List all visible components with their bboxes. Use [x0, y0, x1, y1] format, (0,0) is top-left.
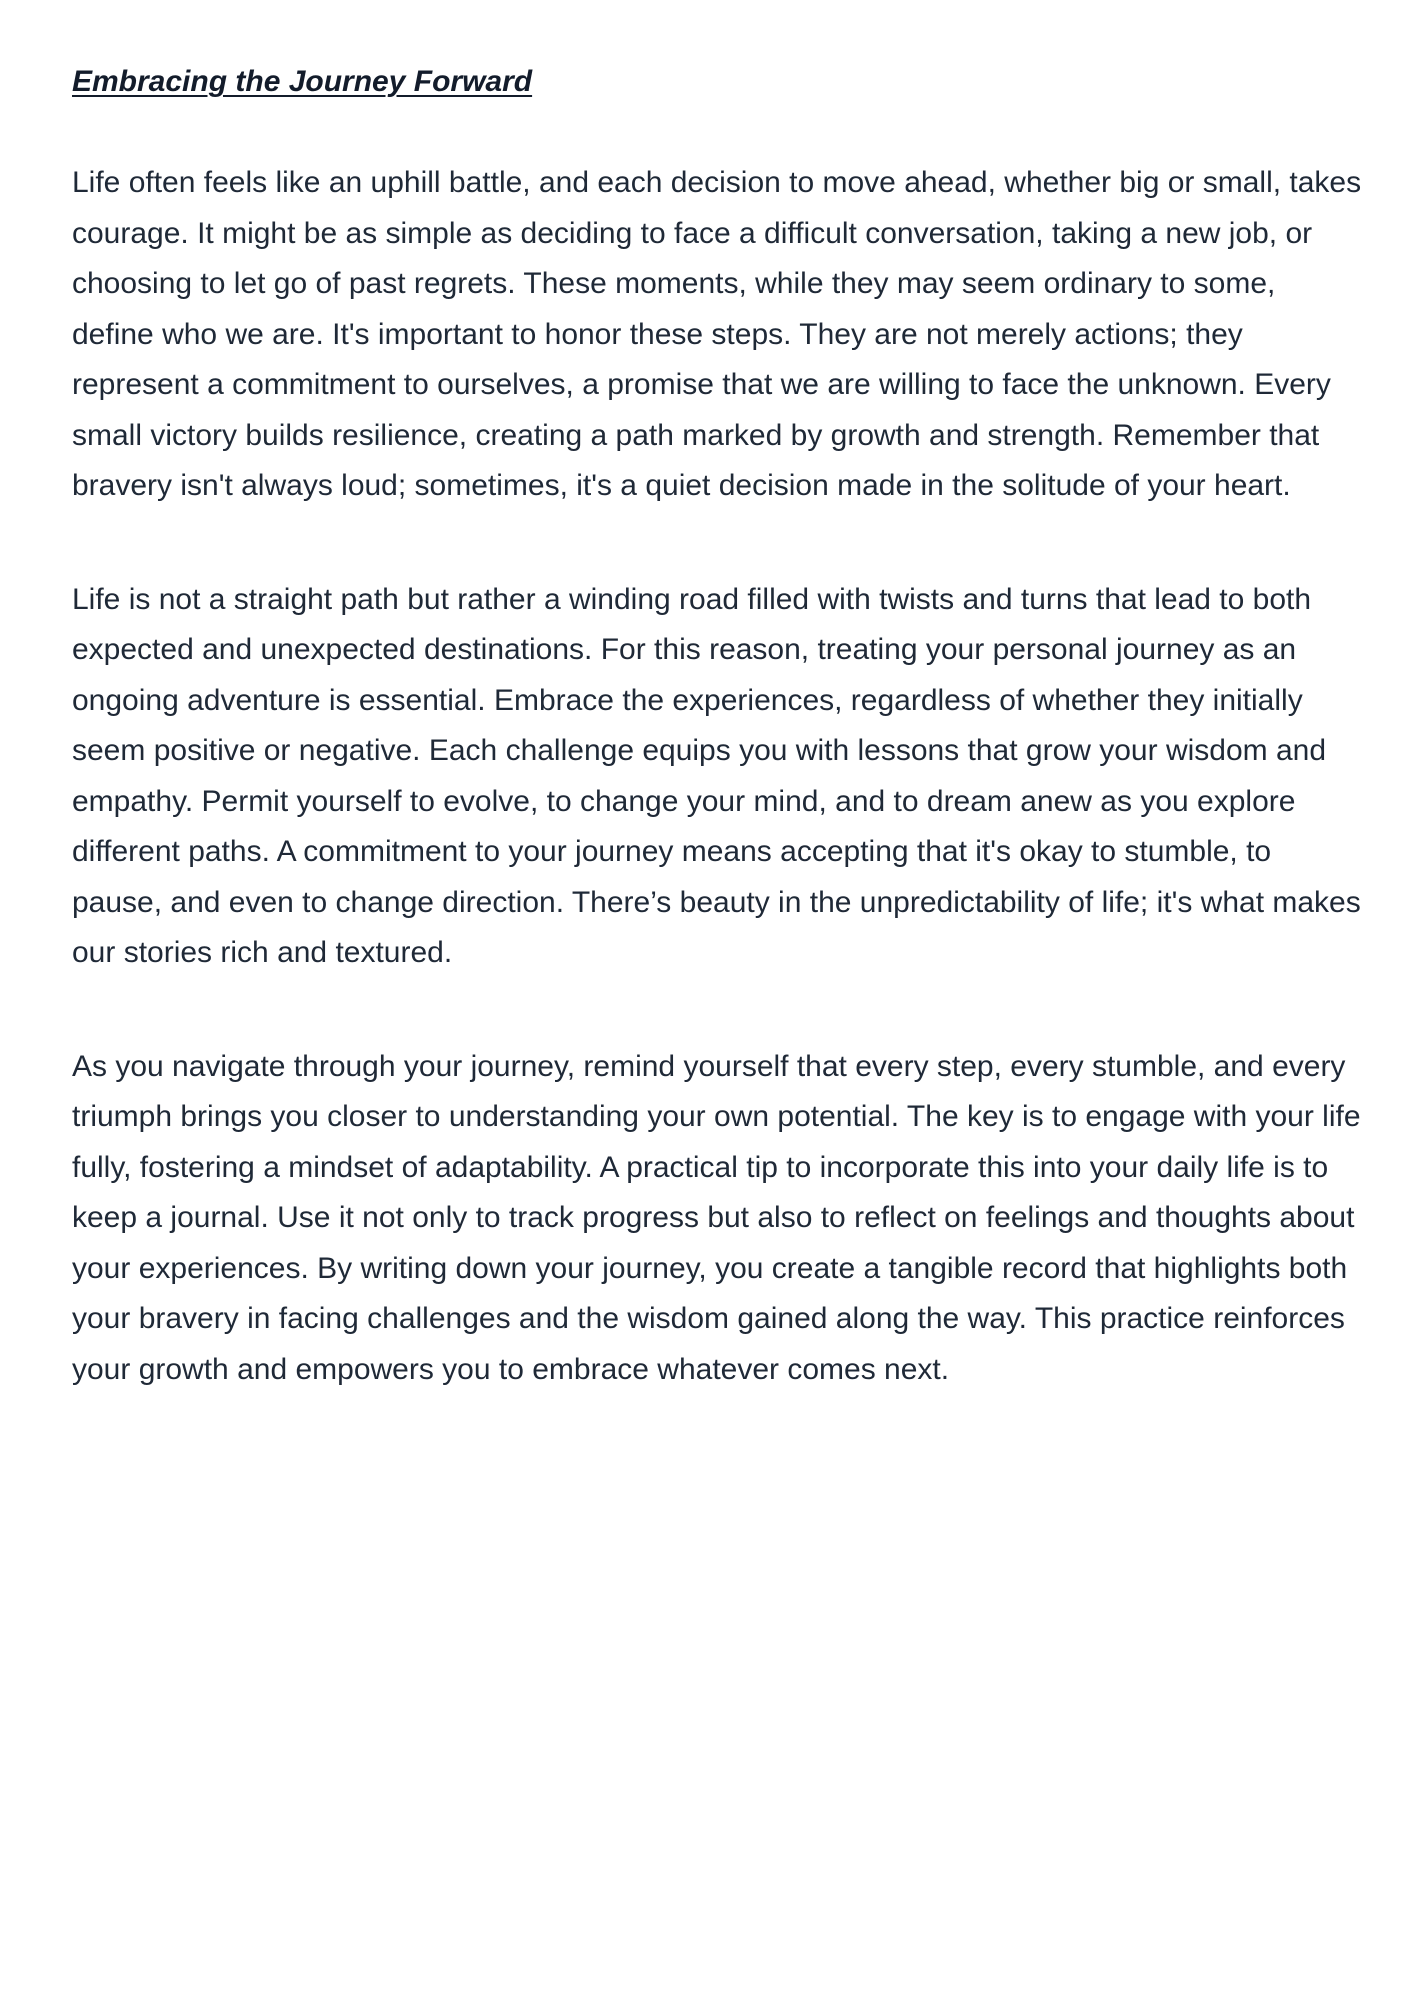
document-title: Embracing the Journey Forward: [72, 65, 533, 98]
paragraph-3: As you navigate through your journey, remind yourself that every step, every stumble, and every triumph brings you closer to understanding your own potential. The key is to engage with your life fully, fostering a mindset of adaptability. A practical tip to incorporate this into your daily life is to keep a journal. Use it not only to track progress but also to reflect on feelings and thoughts about your experiences. By writing down your journey, you create a tangible record that highlights both your bravery in facing challenges and the wisdom gained along the way. This practice reinforces your growth and empowers you to embrace whatever comes next.: [72, 1049, 1361, 1386]
paragraph-1: Life often feels like an uphill battle, and each decision to move ahead, whether big or small, takes courage. It might be as simple as deciding to face a difficult conversation, taking a new job, or choosing to let go of past regrets. These moments, while they may seem ordinary to some, define who we are. It's important to honor these steps. They are not merely actions; they represent a commitment to ourselves, a promise that we are willing to face the unknown. Every small victory builds resilience, creating a path marked by growth and strength. Remember that bravery isn't always loud; sometimes, it's a quiet decision made in the solitude of your heart.: [72, 166, 1362, 502]
document-page: [72, 58, 1362, 1395]
paragraph-2: Life is not a straight path but rather a winding road filled with twists and turns that lead to both expected and unexpected destinations. For this reason, treating your personal journey as an ongoing adventure is essential. Embrace the experiences, regardless of whether they initially seem positive or negative. Each challenge equips you with lessons that grow your wisdom and empathy. Permit yourself to evolve, to change your mind, and to dream anew as you explore different paths. A commitment to your journey means accepting that it's okay to stumble, to pause, and even to change direction. There’s beauty in the unpredictability of life; it's what makes our stories rich and textured.: [72, 582, 1361, 969]
